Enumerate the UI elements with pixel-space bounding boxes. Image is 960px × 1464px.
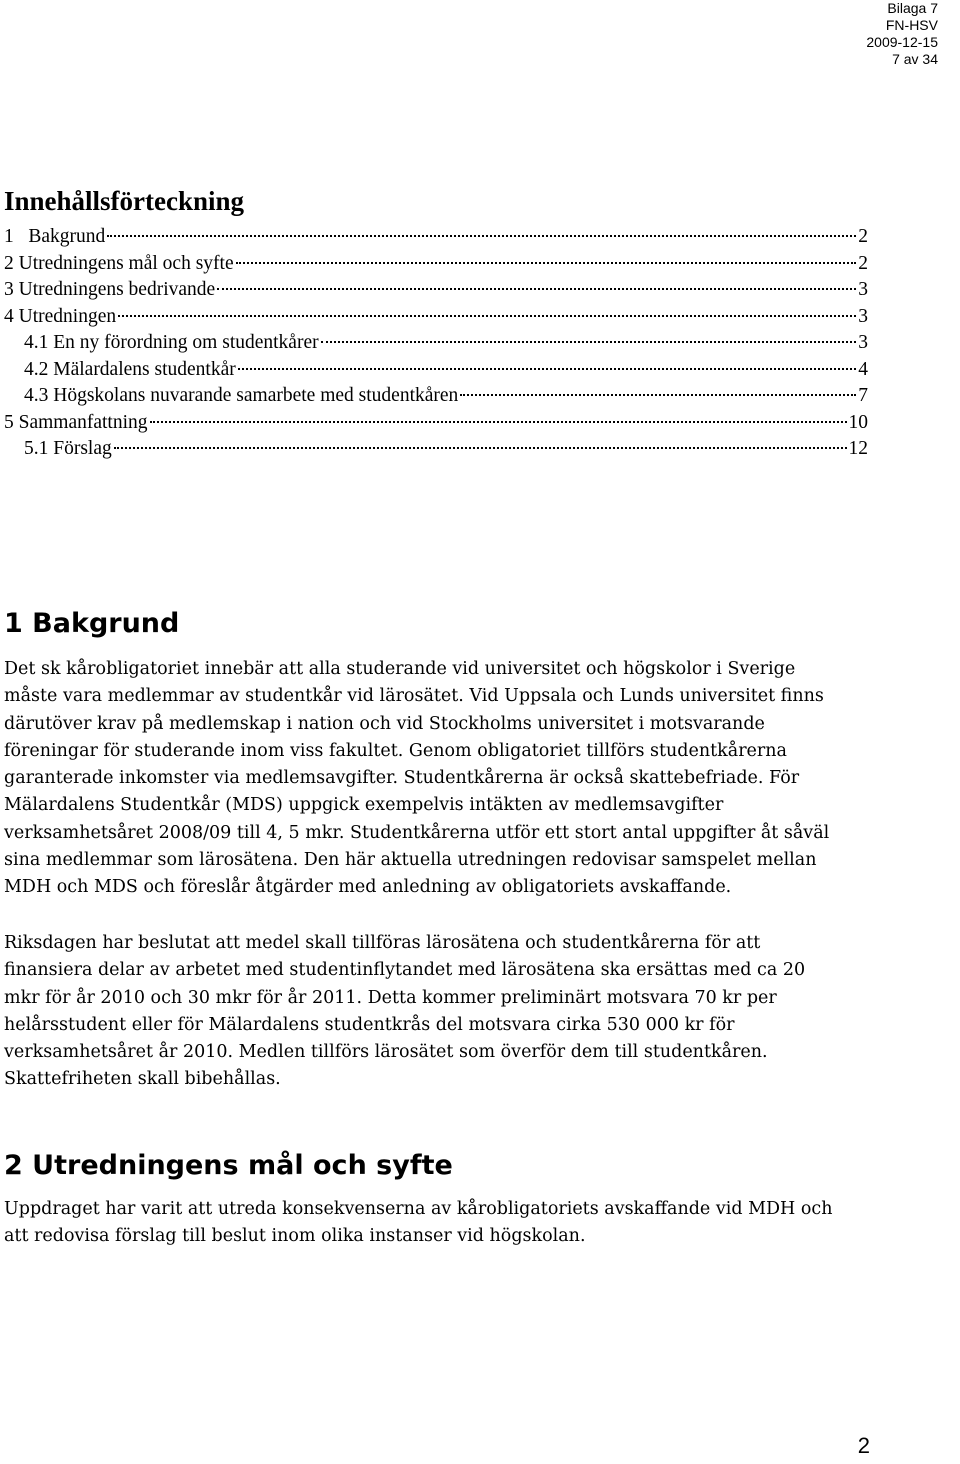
paragraph-line: Mälardalens Studentkår (MDS) uppgick exempelvis intäkten av medlemsavgifter bbox=[4, 795, 724, 816]
toc-dot-leader bbox=[150, 420, 847, 423]
toc-entry-label: 4 Utredningen bbox=[4, 305, 117, 327]
toc-subentry[interactable] bbox=[4, 385, 868, 412]
toc-entry-page: 4 bbox=[858, 358, 868, 380]
toc-dot-leader bbox=[118, 314, 856, 317]
toc-dot-leader bbox=[236, 261, 857, 264]
paragraph bbox=[4, 930, 884, 1094]
paragraph-line: sina medlemmar som lärosätena. Den här aktuella utredningen redovisar samspelet mellan bbox=[4, 850, 817, 871]
toc-entry-page: 7 bbox=[858, 385, 868, 406]
section-heading: 1 Bakgrund bbox=[4, 608, 180, 639]
toc-subentry[interactable] bbox=[4, 359, 868, 386]
paragraph-line: Riksdagen har beslutat att medel skall tillföras lärosätena och studentkårerna för att bbox=[4, 933, 761, 953]
toc-subentry[interactable] bbox=[4, 332, 868, 359]
section-heading: 2 Utredningens mål och syfte bbox=[4, 1150, 453, 1181]
toc-dot-leader bbox=[217, 287, 856, 290]
paragraph-line: Uppdraget har varit att utreda konsekvenserna av kårobligatoriets avskaffande vid MDH och bbox=[4, 1199, 833, 1219]
attachment-label: Bilaga 7 bbox=[887, 0, 938, 16]
toc-entry[interactable] bbox=[4, 279, 868, 306]
toc-entry-label: 4.3 Högskolans nuvarande samarbete med studentkåren bbox=[24, 385, 459, 406]
paragraph-line: garanterade inkomster via medlemsavgifter. Studentkårerna är också skattebefriade. För bbox=[4, 768, 800, 789]
toc-entry[interactable] bbox=[4, 226, 868, 253]
toc-dot-leader bbox=[107, 234, 856, 237]
paragraph-line: verksamhetsåret år 2010. Medlen tillförs lärosätet som överför dem till studentkåren. bbox=[4, 1042, 768, 1063]
toc-entry[interactable] bbox=[4, 306, 868, 333]
toc-entry-page: 10 bbox=[848, 411, 868, 433]
toc-entry-label: 2 Utredningens mål och syfte bbox=[4, 252, 234, 274]
toc-dot-leader bbox=[114, 446, 847, 449]
page-number: 2 bbox=[857, 1433, 870, 1458]
toc-entry-page: 2 bbox=[858, 226, 868, 247]
paragraph-line: måste vara medlemmar av studentkår vid lärosätet. Vid Uppsala och Lunds universitet finns bbox=[4, 686, 824, 707]
toc-dot-leader bbox=[460, 393, 856, 396]
paragraph-line: därutöver krav på medlemskap i nation och vid Stockholms universitet i motsvarande bbox=[4, 713, 765, 734]
paragraph-line: MDH och MDS och föreslår åtgärder med anledning av obligatoriets avskaffande. bbox=[4, 877, 732, 898]
toc-entry-page: 3 bbox=[858, 279, 868, 300]
reference-code: FN-HSV bbox=[885, 17, 938, 33]
paragraph-line: mkr för år 2010 och 30 mkr för år 2011. Detta kommer preliminärt motsvara 70 kr per bbox=[4, 987, 777, 1008]
toc-entry-label: 3 Utredningens bedrivande bbox=[4, 279, 216, 300]
toc-entry-label: 5.1 Förslag bbox=[24, 438, 112, 459]
document-date: 2009-12-15 bbox=[866, 34, 938, 50]
paragraph-line: helårsstudent eller för Mälardalens studentkrås del motsvara cirka 530 000 kr för bbox=[4, 1014, 735, 1035]
toc-entry-label: 4.1 En ny förordning om studentkårer bbox=[24, 332, 319, 353]
toc-entry[interactable] bbox=[4, 253, 868, 280]
toc-entry-page: 3 bbox=[858, 305, 868, 327]
paragraph-line: föreningar för studerande inom viss fakultet. Genom obligatoriet tillförs studentkårerna bbox=[4, 740, 787, 761]
page-of-total: 7 av 34 bbox=[892, 51, 938, 67]
paragraph-line: att redovisa förslag till beslut inom olika instanser vid högskolan. bbox=[4, 1226, 586, 1247]
toc-subentry[interactable] bbox=[4, 438, 868, 465]
paragraph bbox=[4, 1196, 884, 1251]
paragraph-line: Det sk kårobligatoriet innebär att alla studerande vid universitet och högskolor i Sverige bbox=[4, 659, 796, 679]
toc-dot-leader bbox=[321, 340, 857, 343]
paragraph bbox=[4, 656, 884, 902]
toc-entry-page: 12 bbox=[848, 438, 868, 459]
document-header bbox=[866, 0, 938, 68]
toc-entry-page: 3 bbox=[858, 332, 868, 353]
paragraph-line: Skattefriheten skall bibehållas. bbox=[4, 1069, 281, 1090]
toc-entry-label: 1 Bakgrund bbox=[4, 226, 106, 247]
toc-entry[interactable] bbox=[4, 412, 868, 439]
toc-entry-label: 5 Sammanfattning bbox=[4, 411, 148, 433]
toc-entry-page: 2 bbox=[858, 252, 868, 274]
paragraph-line: verksamhetsåret 2008/09 till 4, 5 mkr. Studentkårerna utför ett stort antal uppgifter åt såväl bbox=[4, 822, 830, 843]
table-of-contents bbox=[4, 226, 868, 465]
toc-dot-leader bbox=[238, 367, 857, 370]
toc-entry-label: 4.2 Mälardalens studentkår bbox=[24, 358, 236, 380]
paragraph-line: finansiera delar av arbetet med studentinflytandet med lärosätena ska ersättas med ca 20 bbox=[4, 960, 806, 981]
toc-title: Innehållsförteckning bbox=[4, 186, 245, 216]
